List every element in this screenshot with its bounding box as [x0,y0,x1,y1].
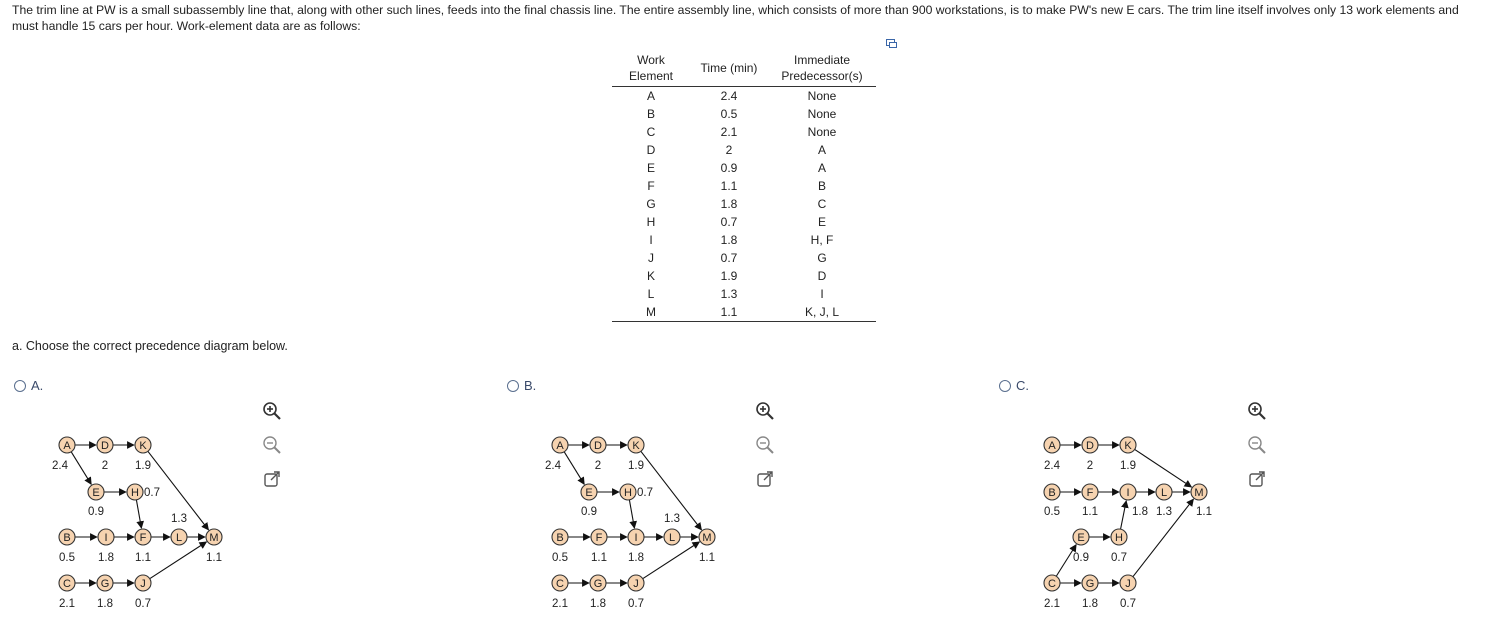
col-header-time: Time (min) [690,50,768,87]
node-time-label: 1.1 [591,552,607,564]
cell-time: 1.9 [720,269,738,283]
popout-icon[interactable] [754,468,776,490]
node-id: I [104,532,108,544]
cell-time: 1.1 [690,303,768,322]
node-c [59,575,75,591]
node-id: F [1086,487,1094,499]
table-row [612,303,876,322]
cell-time: 0.7 [720,215,738,229]
table-row [612,141,876,159]
node-a [59,437,75,453]
cell-predecessor: H, F [810,233,834,247]
cell-element: G [646,197,656,211]
cell-predecessor: None [807,89,837,103]
node-id: G [100,578,110,590]
node-time-label: 2.4 [545,460,561,472]
node-time-label: 1.8 [1082,598,1098,610]
cell-element: H [646,215,656,229]
node-time-label: 0.5 [59,552,75,564]
table-row [612,105,876,123]
node-time-label: 1.3 [664,513,680,525]
node-time-label: 0.9 [88,506,104,518]
node-l [1156,484,1172,500]
cell-predecessor: A [817,143,826,157]
cell-predecessor: K, J, L [768,303,876,322]
node-time-label: 1.1 [699,552,715,564]
col-header-work-element: Work Element [612,50,690,87]
cell-time: 1.8 [720,197,738,211]
node-id: L [1160,487,1168,499]
edge-k-m [1135,449,1192,487]
cell-predecessor: I [820,287,824,301]
node-k [1120,437,1136,453]
node-id: I [1126,487,1130,499]
node-id: K [1124,440,1132,452]
node-m [1191,484,1207,500]
popout-icon[interactable] [1246,468,1268,490]
node-id: J [1125,578,1131,590]
node-id: F [595,532,603,544]
cell-predecessor: B [817,179,826,193]
node-id: H [624,487,632,499]
table-row [612,87,876,106]
option-b-label: B. [524,378,537,393]
zoom-in-icon[interactable] [261,400,283,422]
node-id: L [668,532,676,544]
node-id: C [556,578,564,590]
node-id: C [63,578,71,590]
intro-text: The trim line at PW is a small subassembly line that, along with other such lines, feeds into the final chassis line. The entire assembly line, which consists of more than 900 workstations, is to make PW's new E cars. The trim line itself involves only 13 work elements and must handle 15 cars per hour. Work-element data are as follows: [12,3,1459,33]
node-f [591,529,607,545]
table-row [612,285,876,303]
table-row [612,249,876,267]
node-time-label: 1.9 [628,460,644,472]
cell-element: D [646,143,656,157]
node-time-label: 1.8 [628,552,644,564]
precedence-diagram-c [1035,430,1215,620]
node-l [664,529,680,545]
cell-predecessor: G [817,251,827,265]
node-k [628,437,644,453]
node-a [1044,437,1060,453]
node-j [135,575,151,591]
node-time-label: 1.3 [171,513,187,525]
node-time-label: 0.9 [581,506,597,518]
table-row [612,123,876,141]
node-id: C [1048,578,1056,590]
option-a[interactable] [14,378,43,393]
cell-time: 1.8 [720,233,738,247]
node-h [620,484,636,500]
edge-h-i [629,500,634,528]
precedence-diagram-a [50,430,230,620]
node-i [628,529,644,545]
table-popout-icon[interactable] [886,39,897,48]
zoom-in-icon[interactable] [1246,400,1268,422]
node-id: B [63,532,71,544]
node-d [590,437,606,453]
node-id: G [593,578,603,590]
node-d [97,437,113,453]
node-id: G [1085,578,1095,590]
cell-predecessor: A [817,161,826,175]
node-time-label: 0.9 [1073,552,1089,564]
node-g [590,575,606,591]
node-time-label: 1.1 [1082,506,1098,518]
cell-time: 1.1 [720,179,738,193]
node-id: B [1048,487,1056,499]
option-c-label: C. [1016,378,1029,393]
node-time-label: 1.1 [1196,506,1212,518]
node-id: M [209,532,219,544]
node-time-label: 0.7 [144,487,160,499]
node-time-label: 0.7 [628,598,644,610]
node-id: A [556,440,564,452]
cell-predecessor: E [817,215,826,229]
node-e [581,484,597,500]
node-id: K [632,440,640,452]
node-id: J [140,578,146,590]
node-f [135,529,151,545]
cell-element: B [646,107,655,121]
node-id: E [92,487,100,499]
node-id: B [556,532,564,544]
table-row [612,213,876,231]
edge-h-f [136,500,141,528]
node-time-label: 1.3 [1156,506,1172,518]
option-b-radio[interactable] [507,380,519,392]
node-time-label: 1.1 [206,552,222,564]
node-id: E [1077,532,1085,544]
cell-element: L [647,287,655,301]
zoom-out-icon[interactable] [754,434,776,456]
node-time-label: 1.9 [1120,460,1136,472]
cell-element: C [646,125,656,139]
col-header-predecessors: Immediate Predecessor(s) [768,50,876,87]
node-id: L [175,532,183,544]
cell-predecessor: None [807,125,837,139]
node-id: I [634,532,638,544]
work-element-table [612,50,876,322]
node-a [552,437,568,453]
zoom-out-icon[interactable] [261,434,283,456]
node-time-label: 2.1 [59,598,75,610]
node-id: J [633,578,639,590]
zoom-out-icon[interactable] [1246,434,1268,456]
node-time-label: 2.4 [52,460,68,472]
node-id: K [139,440,147,452]
edge-h-i [1121,501,1127,529]
node-id: F [139,532,147,544]
option-c-radio[interactable] [999,380,1011,392]
node-id: H [131,487,139,499]
option-b[interactable] [507,378,536,393]
node-id: D [1086,440,1094,452]
node-g [97,575,113,591]
node-e [1073,529,1089,545]
cell-element: I [649,233,653,247]
node-time-label: 0.5 [1044,506,1060,518]
question-text: a. Choose the correct precedence diagram below. [12,339,288,353]
node-time-label: 0.7 [1111,552,1127,564]
node-i [1120,484,1136,500]
table-row [612,267,876,285]
node-time-label: 0.7 [637,487,653,499]
node-time-label: 1.1 [135,552,151,564]
node-time-label: 2 [101,460,109,472]
option-a-label: A. [31,378,44,393]
node-h [127,484,143,500]
node-e [88,484,104,500]
node-id: E [585,487,593,499]
node-j [1120,575,1136,591]
node-id: D [594,440,602,452]
cell-time: 0.5 [720,107,738,121]
table-row [612,195,876,213]
node-b [552,529,568,545]
edge-j-m [150,542,207,579]
node-b [59,529,75,545]
node-time-label: 2 [1086,460,1094,472]
node-m [699,529,715,545]
node-time-label: 1.8 [1132,506,1148,518]
option-a-radio[interactable] [14,380,26,392]
node-time-label: 1.8 [590,598,606,610]
table-row [612,177,876,195]
node-c [552,575,568,591]
cell-time: 2 [725,143,733,157]
cell-time: 0.7 [720,251,738,265]
node-time-label: 2.1 [1044,598,1060,610]
cell-element: A [646,89,655,103]
option-c[interactable] [999,378,1029,393]
node-time-label: 1.9 [135,460,151,472]
node-id: A [1048,440,1056,452]
node-f [1082,484,1098,500]
cell-time: 2.4 [720,89,738,103]
cell-element: K [646,269,655,283]
node-h [1111,529,1127,545]
node-time-label: 2 [594,460,602,472]
node-id: M [1194,487,1204,499]
cell-time: 0.9 [720,161,738,175]
node-b [1044,484,1060,500]
cell-predecessor: D [817,269,827,283]
node-c [1044,575,1060,591]
node-m [206,529,222,545]
cell-time: 2.1 [720,125,738,139]
popout-icon[interactable] [261,468,283,490]
node-time-label: 0.7 [1120,598,1136,610]
edge-a-e [71,452,91,485]
cell-predecessor: None [807,107,837,121]
cell-element: E [646,161,655,175]
table-row [612,159,876,177]
cell-predecessor: C [817,197,827,211]
node-time-label: 2.4 [1044,460,1060,472]
precedence-diagram-b [543,430,723,620]
node-time-label: 0.7 [135,598,151,610]
node-k [135,437,151,453]
node-time-label: 1.8 [98,552,114,564]
edge-j-m [643,542,700,579]
node-id: H [1115,532,1123,544]
table-row [612,231,876,249]
node-id: D [101,440,109,452]
cell-time: 1.3 [720,287,738,301]
node-time-label: 1.8 [97,598,113,610]
node-d [1082,437,1098,453]
zoom-in-icon[interactable] [754,400,776,422]
node-g [1082,575,1098,591]
cell-element: F [647,179,655,193]
edge-a-e [564,452,584,485]
node-time-label: 2.1 [552,598,568,610]
node-i [98,529,114,545]
node-id: M [702,532,712,544]
node-id: A [63,440,71,452]
node-j [628,575,644,591]
node-l [171,529,187,545]
cell-element: J [648,251,654,265]
cell-element: M [612,303,690,322]
node-time-label: 0.5 [552,552,568,564]
